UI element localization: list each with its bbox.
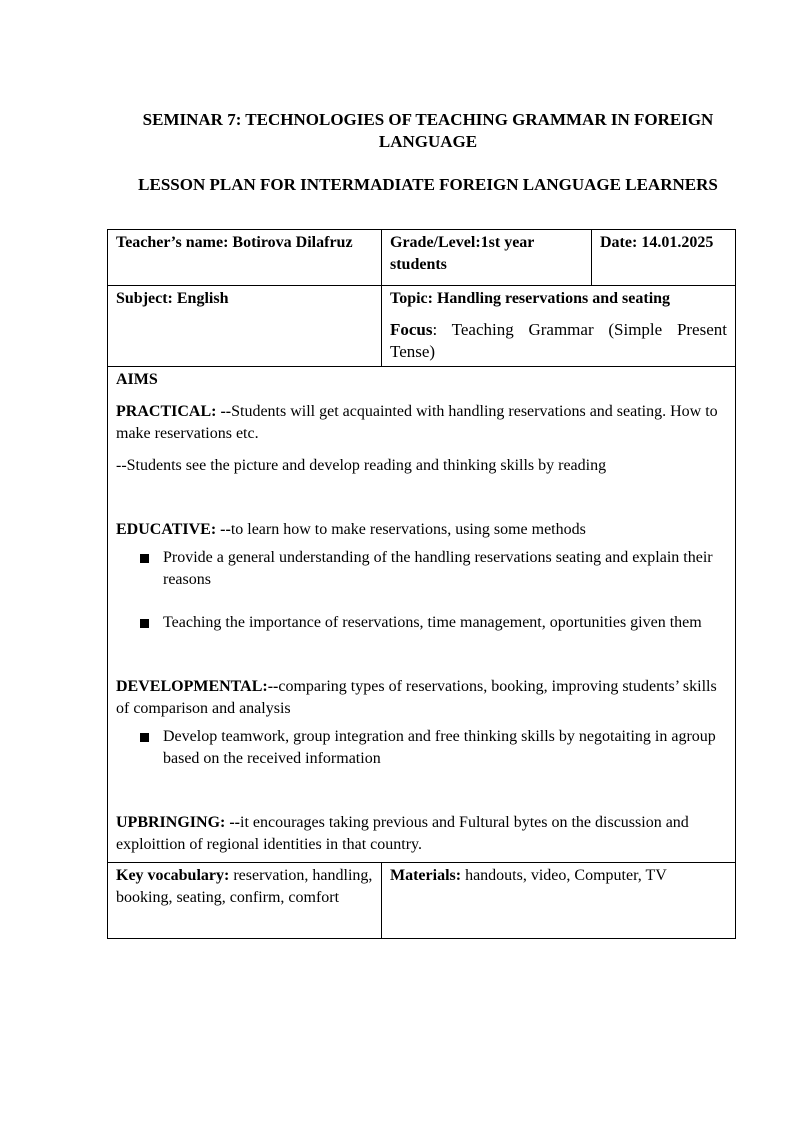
upbringing-label: UPBRINGING: --: [116, 814, 240, 831]
topic-cell: [382, 286, 736, 367]
square-bullet-icon: [140, 733, 149, 742]
educative-text: to learn how to make reservations, using some methods: [230, 521, 586, 538]
focus-value: : Teaching Grammar (Simple Present Tense): [390, 320, 727, 361]
list-item: [116, 612, 727, 634]
materials-text: handouts, video, Computer, TV: [461, 867, 667, 884]
practical-label: PRACTICAL: --: [116, 403, 232, 420]
document-title: SEMINAR 7: TECHNOLOGIES OF TEACHING GRAMMAR IN FOREIGN LANGUAGE: [142, 110, 714, 151]
bullet-text: Teaching the importance of reservations, time management, oportunities given them: [163, 614, 702, 631]
focus-label: Focus: [390, 320, 433, 339]
practical-aim: [116, 401, 727, 445]
developmental-text: comparing types of reservations, booking, improving students’ skills of comparison and analysis: [116, 678, 717, 717]
practical-text: Students will get acquainted with handling reservations and seating. How to make reservations etc.: [116, 403, 718, 442]
vocabulary-cell: [108, 863, 382, 939]
footer-row: [108, 863, 736, 939]
lesson-plan-title: LESSON PLAN FOR INTERMADIATE FOREIGN LANGUAGE LEARNERS: [138, 175, 718, 194]
header-row: [108, 230, 736, 286]
materials-label: Materials:: [390, 867, 462, 884]
teacher-cell: Teacher’s name: Botirova Dilafruz: [108, 230, 382, 286]
square-bullet-icon: [140, 554, 149, 563]
subject-cell: Subject: English: [108, 286, 382, 367]
practical-aim-2: --Students see the picture and develop reading and thinking skills by reading: [116, 457, 607, 474]
square-bullet-icon: [140, 619, 149, 628]
aims-cell: [108, 367, 736, 863]
focus-text: [390, 319, 727, 363]
lesson-plan-table: [107, 229, 736, 939]
upbringing-text: it encourages taking previous and Fultural bytes on the discussion and exploittion of regional identities in that country.: [116, 814, 689, 853]
vocabulary-label: Key vocabulary:: [116, 867, 230, 884]
subject-row: [108, 286, 736, 367]
educative-aim: [116, 519, 727, 541]
bullet-text: Provide a general understanding of the handling reservations seating and explain their reasons: [163, 549, 713, 588]
developmental-label: DEVELOPMENTAL:--: [116, 678, 279, 695]
aims-row: [108, 367, 736, 863]
educative-label: EDUCATIVE: --: [116, 521, 231, 538]
developmental-aim: [116, 676, 727, 720]
developmental-bullet-list: [116, 726, 727, 770]
topic-text: Topic: Handling reservations and seating: [390, 290, 671, 307]
bullet-text: Develop teamwork, group integration and free thinking skills by negotaiting in agroup based on the received information: [163, 728, 716, 767]
aims-heading: AIMS: [116, 371, 158, 388]
list-item: [116, 547, 727, 591]
upbringing-aim: [116, 812, 727, 856]
date-cell: Date: 14.01.2025: [592, 230, 736, 286]
grade-cell: Grade/Level:1st year students: [382, 230, 592, 286]
materials-cell: [382, 863, 736, 939]
vocabulary-text: reservation, handling, booking, seating, confirm, comfort: [116, 867, 373, 906]
educative-bullet-list: [116, 547, 727, 634]
list-item: [116, 726, 727, 770]
